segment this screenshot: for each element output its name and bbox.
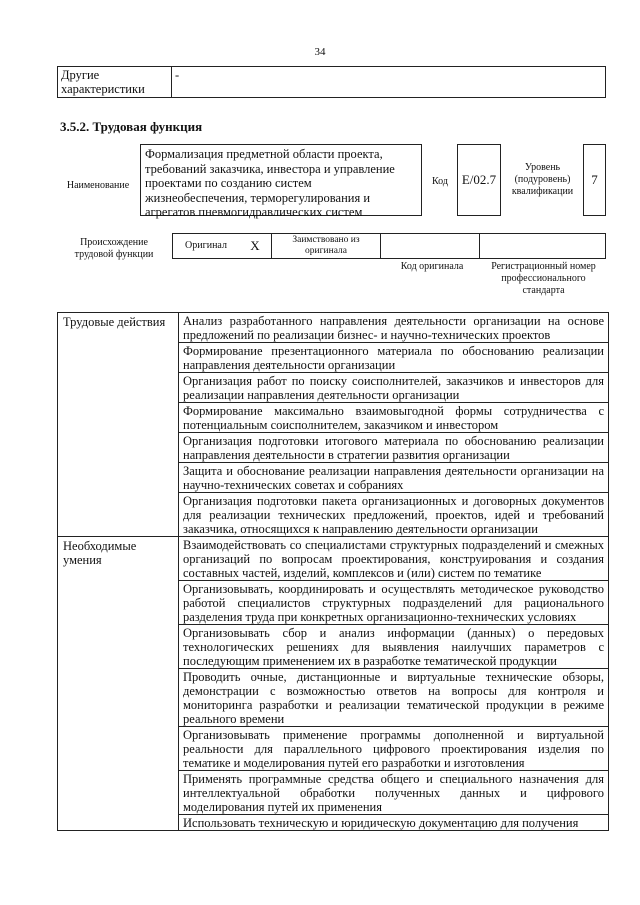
other-characteristics-value: - — [172, 67, 606, 98]
skill-item: Использовать техническую и юридическую документацию для получения — [183, 816, 579, 830]
labor-action-item: Формирование максимально взаимовыгодной формы сотрудничества с потенциальным соисполнителем, заказчиком и инвестором — [179, 403, 608, 433]
required-skills-label: Необходимые умения — [58, 537, 179, 831]
original-label: Оригинал — [173, 234, 240, 259]
reg-number-caption: Регистрационный номер профессионального стандарта — [491, 261, 596, 296]
skill-item: Организовывать, координировать и осуществлять методическое руководство работой специалистов структурных подразделений для рационального разделения труда при конкретных организационно-технических условиях — [179, 581, 608, 625]
labor-action-item: Формирование презентационного материала по обоснованию реализации направления деятельности организации — [179, 343, 608, 373]
skill-item: Организовывать применение программы дополненной и виртуальной реальности для параллельного цифрового проектирования изделия по тематике и моделирования путей его разработки и изготовления — [179, 727, 608, 771]
skill-item: Применять программные средства общего и специального назначения для интеллектуальной обработки полученных данных и цифрового моделирования путей их применения — [179, 771, 608, 815]
function-name-box: Формализация предметной области проекта, требований заказчика, инвестора и управление проектами по созданию систем жизнеобеспечения, терморегулирования и агрегатов пневмогидравлических систем — [140, 144, 422, 216]
section-heading: 3.5.2. Трудовая функция — [60, 119, 203, 134]
labor-action-item: Анализ разработанного направления деятельности организации на основе предложений по реализации бизнес- и научно-технических проектов — [179, 313, 608, 343]
original-mark: X — [239, 234, 272, 259]
code-original-caption: Код оригинала — [400, 261, 464, 272]
labor-action-item: Организация подготовки итогового материала по обоснованию реализации направления деятельности в стратегии развития организации — [179, 433, 608, 463]
function-code-box: Е/02.7 — [457, 144, 501, 216]
labor-action-item: Организация подготовки пакета организационных и договорных документов для реализации технических предложений, проектов, идей и требований заказчика, относящихся к направлению деятельности организации — [183, 494, 604, 536]
other-characteristics-table — [57, 66, 606, 98]
other-characteristics-label: Другие характеристики — [58, 67, 172, 98]
reg-number-cell — [480, 234, 606, 259]
labor-action-item: Организация работ по поиску соисполнителей, заказчиков и инвесторов для реализации направления деятельности организации — [179, 373, 608, 403]
origin-table — [172, 233, 606, 259]
skill-item: Проводить очные, дистанционные и виртуальные технические обзоры, демонстрации с возможностью ответов на вопросы для контроля и мониторинга разработки и реализации тематической продукции в режиме реального времени — [179, 669, 608, 727]
level-label: Уровень (подуровень) квалификации — [511, 162, 574, 197]
name-label: Наименование — [66, 180, 130, 191]
labor-actions-label: Трудовые действия — [58, 313, 179, 537]
borrowed-label: Заимствовано из оригинала — [272, 234, 381, 259]
level-value-box: 7 — [583, 144, 606, 216]
code-original-cell — [381, 234, 480, 259]
skill-item: Взаимодействовать со специалистами структурных подразделений и смежных организаций по вопросам проектирования, конструирования и создания составных частей, изделий, комплексов и (или) систем по тематике — [179, 537, 608, 581]
code-label: Код — [432, 176, 448, 187]
labor-action-item: Защита и обоснование реализации направления деятельности организации на научно-технических советах и собраниях — [179, 463, 608, 493]
skill-item: Организовывать сбор и анализ информации (данных) о передовых технологических решениях для выявления наилучших параметров с последующим применением их в разработке тематической продукции — [179, 625, 608, 669]
origin-label: Происхождение трудовой функции — [74, 237, 154, 260]
labor-function-table — [57, 312, 609, 831]
page-number: 34 — [314, 46, 326, 58]
